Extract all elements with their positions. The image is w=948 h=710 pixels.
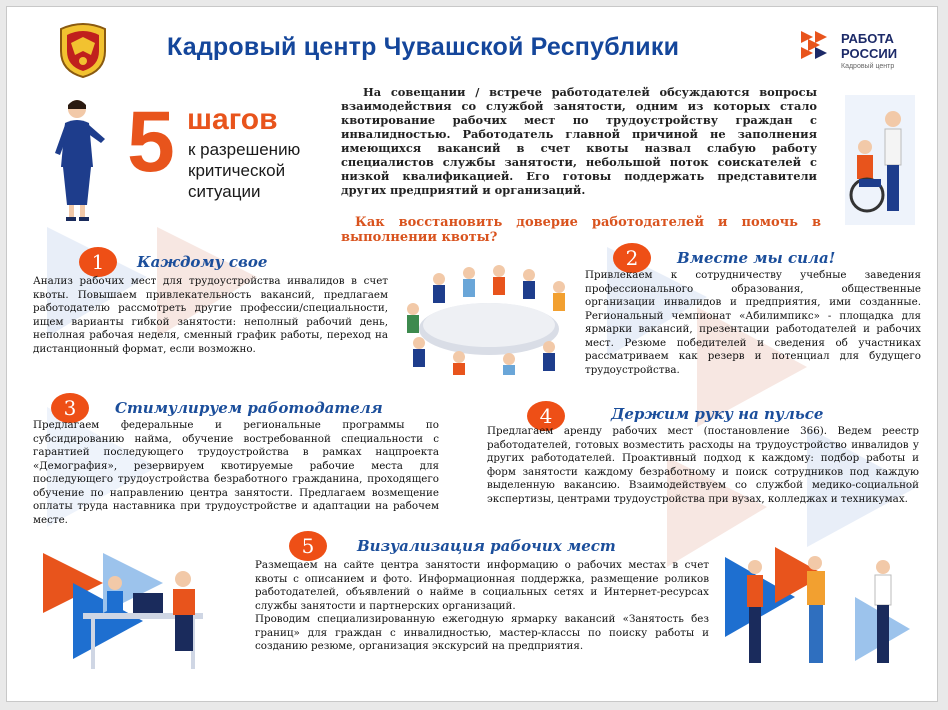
question-text: Как восстановить доверие работодателей и помочь в выполнении квоты?: [341, 215, 821, 245]
step-3-title: Стимулируем работодателя: [115, 399, 383, 417]
rabota-rossii-logo-icon: [797, 27, 837, 67]
intro-paragraph: [341, 85, 817, 197]
step-5-title: Визуализация рабочих мест: [357, 537, 616, 555]
step-5-paragraph-2: Проводим специализированную ежегодную ярмарку вакансий «Занятость без границ» для граждан с инвалидностью, мастер-классы по поиску работы и созданию резюме, организация экскурсий на предприятия.: [255, 613, 709, 652]
page-title: Кадровый центр Чувашской Республики: [167, 33, 680, 61]
step-2-number: 2: [613, 243, 651, 273]
team-presentation-illustration: [715, 537, 915, 677]
hero-subtitle: к разрешению критической ситуации: [188, 140, 301, 201]
step-3-number: 3: [51, 393, 89, 423]
step-1-text: Анализ рабочих мест для трудоустройства инвалидов в счет квоты. Повышаем привлекательность вакансий, предлагаем работодателю рассмотреть другие профессии/специальности, ищем варианты гибкой занятости: неполный рабочий день, неполная рабочая неделя, сменный график работы, переход на дистанционный формат, если возможно.: [33, 275, 388, 355]
logo-line1: РАБОТА: [841, 31, 894, 46]
hero-number: 5: [127, 94, 175, 190]
step-5-text: [255, 559, 709, 654]
step-3-text: Предлагаем федеральные и региональные программы по субсидированию найма, обучение востребованной специальности с гарантией последующего трудоустройства в рамках нацпроекта «Демография», резервируем квотируемые рабочие места для последующего трудоустройства безработного гражданина, проходящего обучение по направлению центра занятости. Предлагаем возмещение оплаты труда наставника при трудоустройстве и адаптации на рабочем месте.: [33, 419, 439, 526]
step-5-paragraph-1: Размещаем на сайте центра занятости информацию о рабочих местах в счет квоты с описанием и фото. Информационная поддержка, размещение роликов работодателей, объявлений о найме в социальных сетях и Интернет-ресурсах службы занятости и партнерских организаций.: [255, 559, 709, 612]
step-5-number: 5: [289, 531, 327, 561]
presenter-woman-illustration: [43, 95, 117, 225]
intro-question: [341, 215, 821, 245]
logo-subtitle: Кадровый центр: [841, 63, 895, 70]
step-4-number: 4: [527, 401, 565, 431]
logo-text: [841, 31, 897, 61]
meeting-table-illustration: [399, 265, 579, 377]
logo-line2: РОССИИ: [841, 46, 898, 61]
step-2-text: Привлекаем к сотрудничеству учебные заведения профессионального образования, общественные организации инвалидов и предприятия, ими созданные. Региональный чемпионат «Абилимпикс» - площадка для ярмарки вакансий, презентации работодателей и рабочих мест. Резюме победителей и сведения об участниках рассматриваем как резерв и потенциал для будущего трудоустройства.: [585, 269, 921, 376]
office-workers-illustration: [33, 543, 233, 683]
wheelchair-people-illustration: [845, 95, 915, 225]
step-1-number: 1: [79, 247, 117, 277]
step-1-title: Каждому свое: [137, 253, 268, 271]
hero-word: шагов: [187, 103, 278, 136]
intro-text: На совещании / встрече работодателей обсуждаются вопросы взаимодействия со службой занятости, одним из которых стало квотирование рабочих мест по трудоустройству граждан с инвалидностью. Работодатель главной причиной не заполнения имеющихся вакансий в счет квоты назвал слабую работу специалистов службы занятости, небольшой поток соискателей с низкой квалификацией. Его готовы поддержать представители других предприятий и организаций.: [341, 85, 817, 197]
step-2-title: Вместе мы сила!: [677, 249, 836, 267]
step-4-title: Держим руку на пульсе: [611, 405, 824, 423]
chuvashia-emblem-icon: [55, 21, 111, 79]
step-4-text: Предлагаем аренду рабочих мест (постановление 366). Ведем реестр работодателей, готовых возместить расходы на трудоустройство инвалидов у других работодателей. Проактивный подход к каждому: подбор работы и форм занятости каждому безработному и поиск сотрудников под каждую выделенную вакансию. Взаимодействуем со службой медико-социальной экспертизы, центрами трудоустройства при вузах, колледжах и техникумах.: [487, 425, 919, 505]
infographic-page: [6, 6, 938, 702]
